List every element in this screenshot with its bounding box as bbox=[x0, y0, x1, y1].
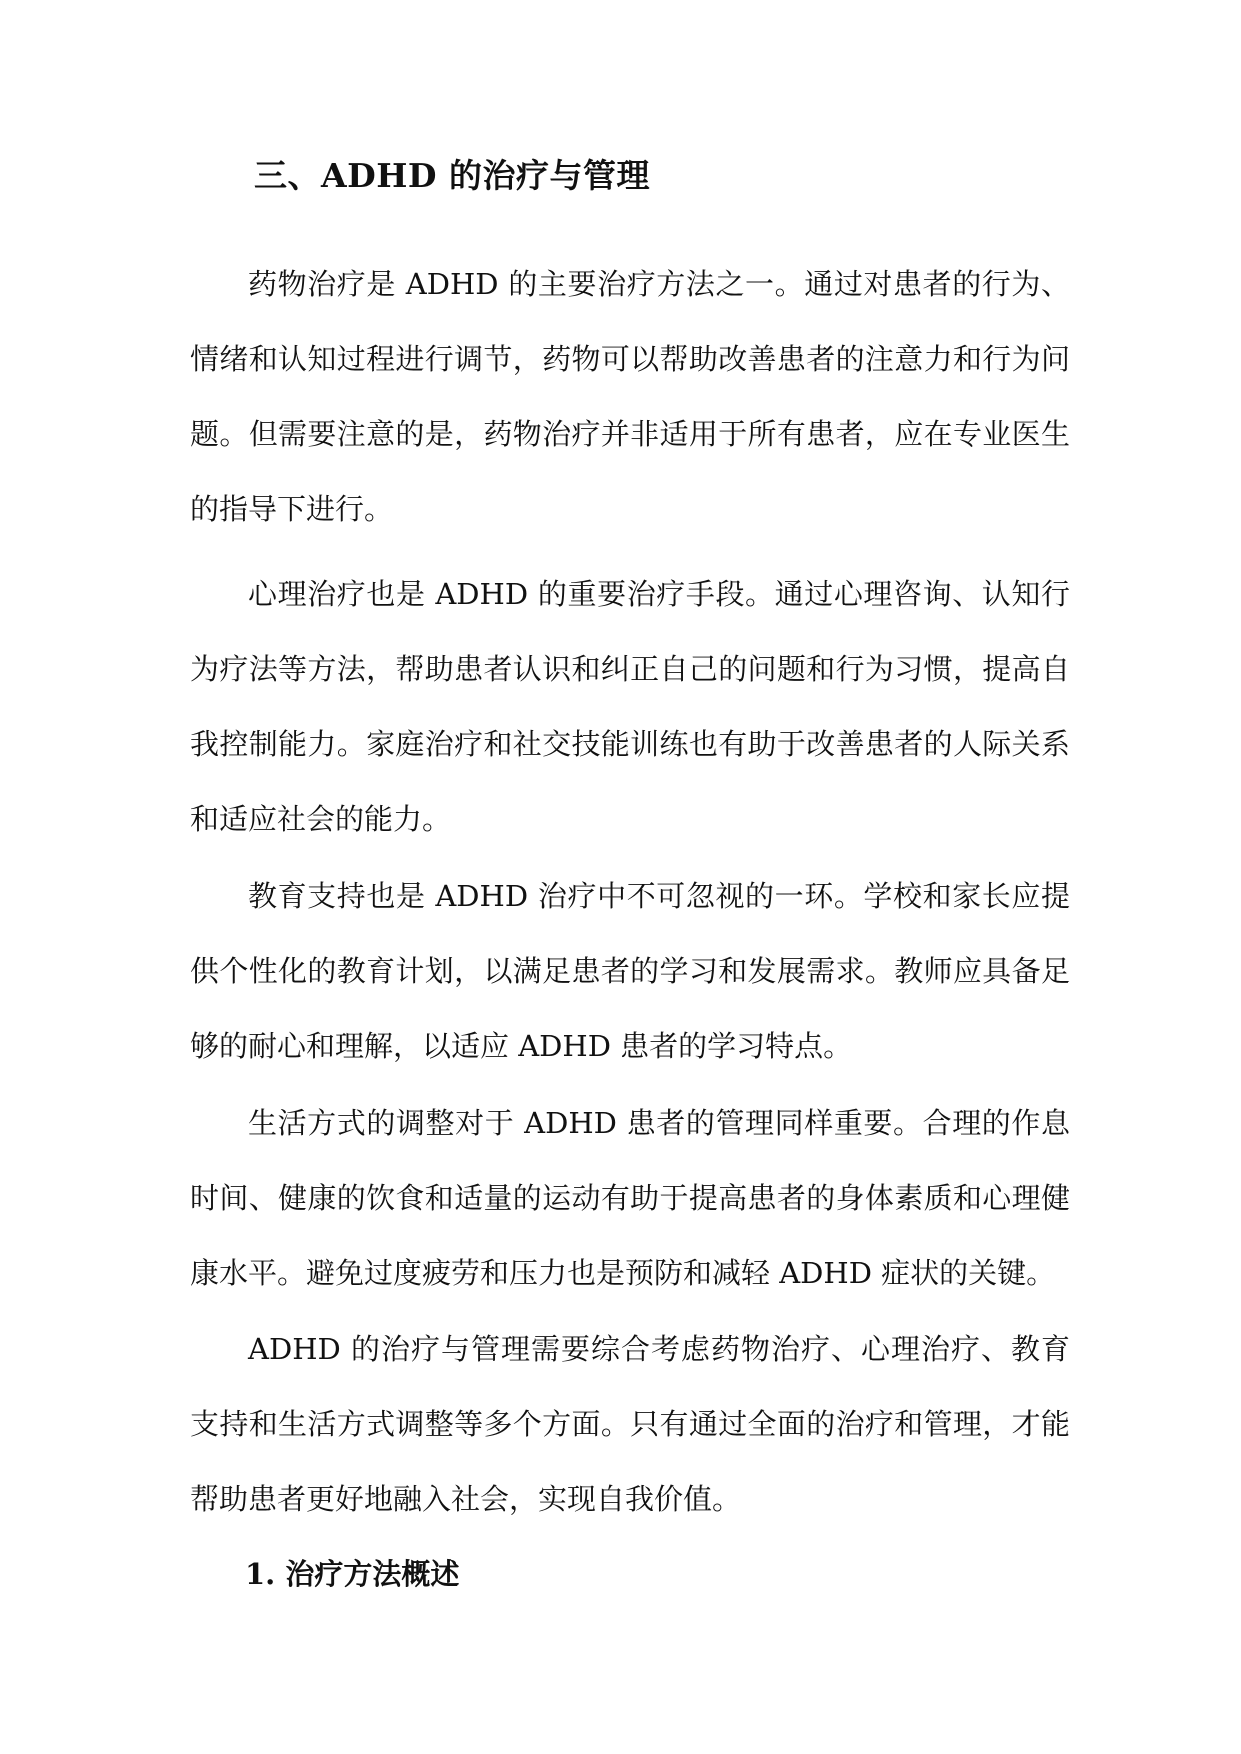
paragraph-psychotherapy: 心理治疗也是 ADHD 的重要治疗手段。通过心理咨询、认知行为疗法等方法，帮助患者认识和纠正自己的问题和行为习惯，提高自我控制能力。家庭治疗和社交技能训练也有助于改善患者的人际关系和适应社会的能力。 bbox=[190, 577, 1070, 836]
subsection-heading: 1. 治疗方法概述 bbox=[245, 1557, 460, 1591]
paragraph-medication: 药物治疗是 ADHD 的主要治疗方法之一。通过对患者的行为、情绪和认知过程进行调节，药物可以帮助改善患者的注意力和行为问题。但需要注意的是，药物治疗并非适用于所有患者，应在专业医生的指导下进行。 bbox=[190, 267, 1070, 526]
paragraph-summary: ADHD 的治疗与管理需要综合考虑药物治疗、心理治疗、教育支持和生活方式调整等多个方面。只有通过全面的治疗和管理，才能帮助患者更好地融入社会，实现自我价值。 bbox=[190, 1332, 1070, 1516]
section-heading: 三、ADHD 的治疗与管理 bbox=[254, 156, 651, 195]
paragraph-education-support: 教育支持也是 ADHD 治疗中不可忽视的一环。学校和家长应提供个性化的教育计划，以满足患者的学习和发展需求。教师应具备足够的耐心和理解，以适应 ADHD 患者的学习特点。 bbox=[190, 879, 1070, 1063]
paragraph-lifestyle: 生活方式的调整对于 ADHD 患者的管理同样重要。合理的作息时间、健康的饮食和适量的运动有助于提高患者的身体素质和心理健康水平。避免过度疲劳和压力也是预防和减轻 ADHD 症状的关键。 bbox=[190, 1106, 1070, 1290]
